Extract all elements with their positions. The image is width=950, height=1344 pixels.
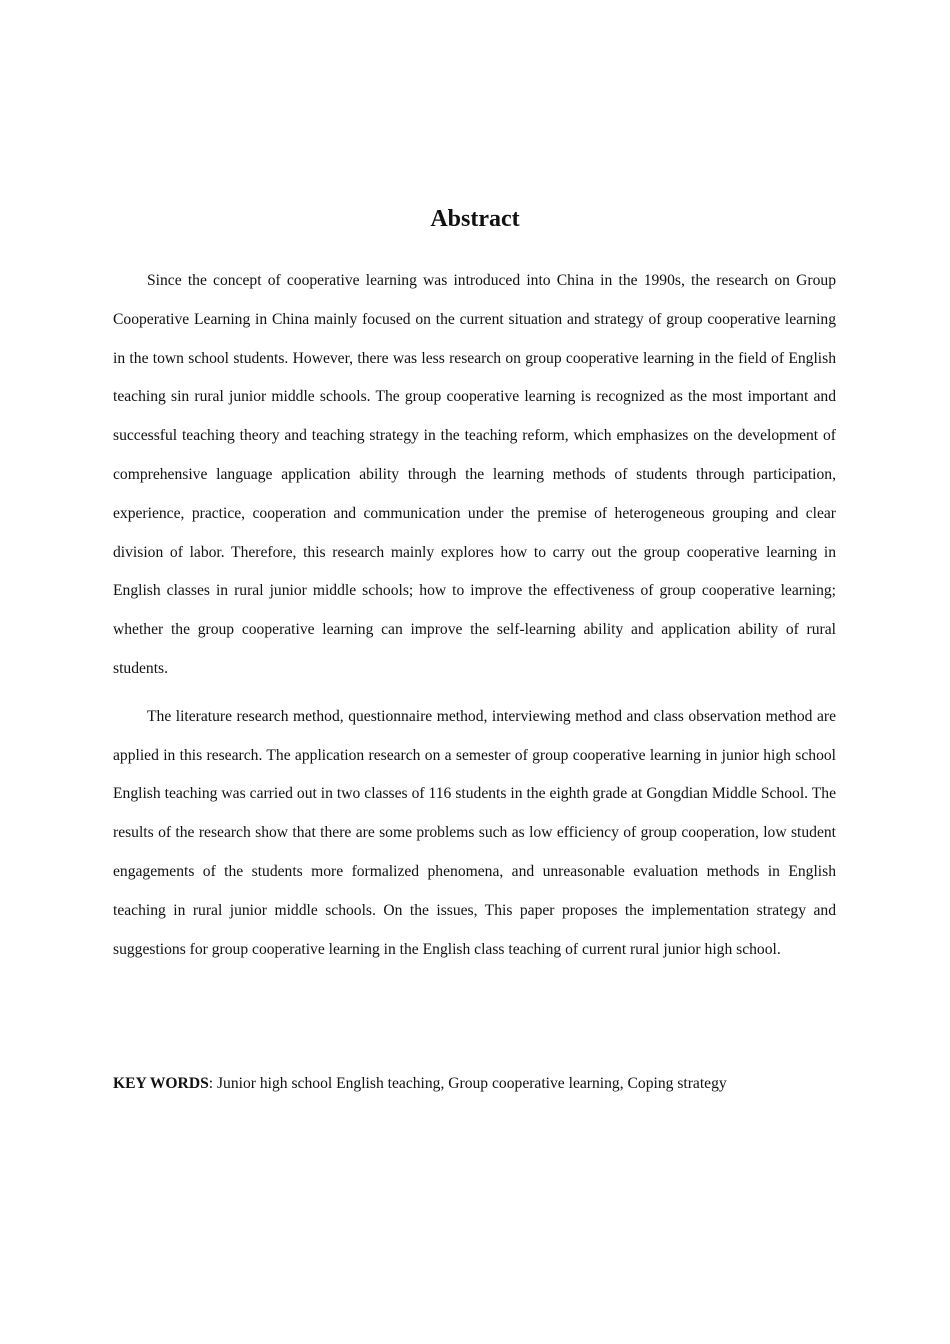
keywords-label: KEY WORDS	[113, 1075, 209, 1092]
abstract-title: Abstract	[430, 206, 520, 232]
abstract-paragraph-2: The literature research method, questionnaire method, interviewing method and class observation method are applied in this research. The application research on a semester of group cooperative learning in junior high school English teaching was carried out in two classes of 116 students in the eighth grade at Gongdian Middle School. The results of the research show that there are some problems such as low efficiency of group cooperation, low student engagements of the students more formalized phenomena, and unreasonable evaluation methods in English teaching in rural junior middle schools. On the issues, This paper proposes the implementation strategy and suggestions for group cooperative learning in the English class teaching of current rural junior high school.	[113, 707, 836, 958]
abstract-body	[113, 262, 836, 969]
keywords-line	[113, 1070, 836, 1098]
keywords-text: : Junior high school English teaching, Group cooperative learning, Coping strategy	[208, 1075, 727, 1092]
abstract-paragraph-1: Since the concept of cooperative learning was introduced into China in the 1990s, the research on Group Cooperative Learning in China mainly focused on the current situation and strategy of group cooperative learning in the town school students. However, there was less research on group cooperative learning in the field of English teaching sin rural junior middle schools. The group cooperative learning is recognized as the most important and successful teaching theory and teaching strategy in the teaching reform, which emphasizes on the development of comprehensive language application ability through the learning methods of students through participation, experience, practice, cooperation and communication under the premise of heterogeneous grouping and clear division of labor. Therefore, this research mainly explores how to carry out the group cooperative learning in English classes in rural junior middle schools; how to improve the effectiveness of group cooperative learning; whether the group cooperative learning can improve the self-learning ability and application ability of rural students.	[113, 272, 836, 677]
